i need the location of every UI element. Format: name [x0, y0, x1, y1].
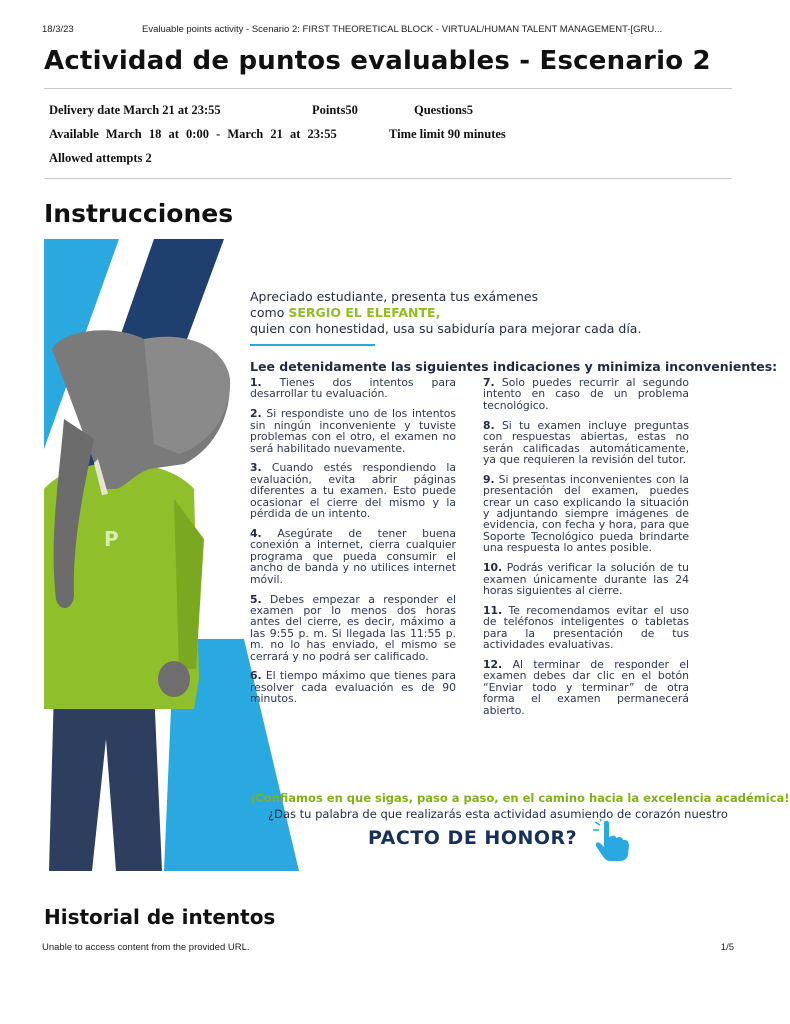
questions-count: Questions5	[414, 103, 474, 117]
instruction-item	[250, 594, 456, 662]
page-number: 1/5	[720, 942, 734, 953]
banner-intro	[250, 289, 641, 337]
instruction-item	[250, 377, 456, 400]
item-text: Te recomendamos evitar el uso de teléfonos inteligentes o tabletas para la presentación de tus actividades evaluativas.	[483, 603, 690, 652]
hand-motion-lines	[593, 819, 601, 830]
elephant-hand	[158, 661, 190, 697]
print-header	[42, 24, 726, 38]
page-title: Actividad de puntos evaluables - Escenario 2	[44, 46, 711, 76]
mascot-name: SERGIO EL ELEFANTE,	[288, 305, 441, 320]
pointing-hand-icon	[592, 819, 632, 863]
instructions-title: Instrucciones	[44, 199, 234, 228]
item-number: 3.	[250, 461, 262, 475]
item-number: 2.	[250, 407, 262, 421]
item-text: Podrás verificar la solución de tu examen únicamente durante las 24 horas siguientes al cierre.	[483, 561, 689, 597]
allowed-attempts: Allowed attempts 2	[49, 151, 152, 165]
item-text: Cuando estés respondiendo la evaluación, evita abrir páginas diferentes a tu examen. Esto puede ocasionar el cierre del mismo y la pérdida de un intento.	[250, 461, 456, 521]
delivery-date: Delivery date March 21 at 23:55	[49, 103, 221, 117]
item-number: 8.	[483, 418, 495, 432]
instruction-item	[250, 528, 456, 585]
item-number: 11.	[483, 603, 503, 617]
time-limit: Time limit 90 minutes	[389, 127, 506, 141]
hand-shape	[596, 821, 629, 861]
instructions-lead: Lee detenidamente las siguientes indicaciones y minimiza inconvenientes:	[250, 359, 778, 374]
item-number: 7.	[483, 376, 495, 389]
print-date: 18/3/23	[42, 24, 74, 35]
instructions-right-column	[483, 377, 689, 725]
hoodie-logo: P	[104, 527, 119, 551]
closing-line-2: ¿Das tu palabra de que realizarás esta actividad asumiendo de corazón nuestro	[268, 807, 728, 821]
item-number: 12.	[483, 658, 503, 672]
item-number: 4.	[250, 526, 262, 540]
item-number: 1.	[250, 376, 262, 389]
footer-message: Unable to access content from the provided URL.	[42, 942, 250, 953]
item-text: Al terminar de responder el examen debes dar clic en el botón “Enviar todo y terminar” de otra forma el examen permanecerá abierto.	[483, 658, 689, 717]
intro-line-2	[250, 305, 641, 321]
availability-window: Available March 18 at 0:00 - March 21 at 23:55	[49, 127, 337, 141]
elephant-ear	[144, 337, 230, 454]
intro-line-1: Apreciado estudiante, presenta tus exámenes	[250, 289, 539, 304]
item-number: 6.	[250, 669, 262, 683]
item-text: El tiempo máximo que tienes para resolver cada evaluación es de 90 minutos.	[250, 669, 456, 706]
intro-line-3: quien con honestidad, usa su sabiduría para mejorar cada día.	[250, 321, 642, 336]
item-text: Solo puedes recurrir al segundo intento en caso de un problema tecnológico.	[483, 376, 689, 412]
closing-line-1: ¡Confiamos en que sigas, paso a paso, en el camino hacia la excelencia académica!	[250, 791, 790, 805]
instructions-left-column	[250, 377, 456, 713]
instruction-item	[250, 462, 456, 519]
item-text: Si presentas inconvenientes con la presentación del examen, puedes crear un caso explicando la situación y adjuntando siempre imágenes de evidencia, con fecha y hora, para que Soporte Tecnológico pueda brindarte una respuesta lo antes posible.	[483, 472, 689, 555]
item-number: 9.	[483, 472, 495, 486]
item-text: Si tu examen incluye preguntas con respuestas abiertas, estas no serán calificadas automáticamente, ya que requieren la revisión del tutor.	[483, 418, 689, 466]
accent-line	[250, 344, 375, 346]
instruction-item	[483, 605, 689, 651]
item-text: Asegúrate de tener buena conexión a internet, cierra cualquier programa que pueda consumir el ancho de banda y no utilices internet móvil.	[250, 526, 456, 586]
points: Points50	[312, 103, 358, 117]
instructions-banner	[44, 239, 790, 871]
print-document-title: Evaluable points activity - Scenario 2: FIRST THEORETICAL BLOCK - VIRTUAL/HUMAN TALENT MANAGEMENT-[GRU...	[142, 24, 663, 35]
item-text: Si respondiste uno de los intentos sin ningún inconveniente y tuviste problemas con el otro, el examen no será habilitado nuevamente.	[250, 407, 457, 455]
attempt-history-title: Historial de intentos	[44, 905, 276, 929]
instruction-item	[483, 659, 689, 716]
instruction-item	[483, 377, 689, 411]
instruction-item	[483, 420, 689, 466]
jeans	[49, 689, 162, 871]
honor-pact: PACTO DE HONOR?	[368, 827, 578, 849]
item-text: Tienes dos intentos para desarrollar tu evaluación.	[250, 376, 456, 401]
divider	[44, 178, 732, 179]
item-text: Debes empezar a responder el examen por lo menos dos horas antes del cierre, es decir, máximo a las 9:55 p. m. Si llegada las 11:55 p. m. no lo has enviado, el mismo se cerrará y no podrá ser calificado.	[250, 592, 456, 663]
print-footer	[42, 942, 734, 956]
intro-como: como	[250, 305, 289, 320]
instruction-item	[250, 408, 456, 454]
divider	[44, 88, 732, 89]
item-number: 5.	[250, 592, 262, 606]
item-number: 10.	[483, 561, 503, 575]
instruction-item	[250, 670, 456, 704]
instruction-item	[483, 562, 689, 596]
instruction-item	[483, 474, 689, 554]
